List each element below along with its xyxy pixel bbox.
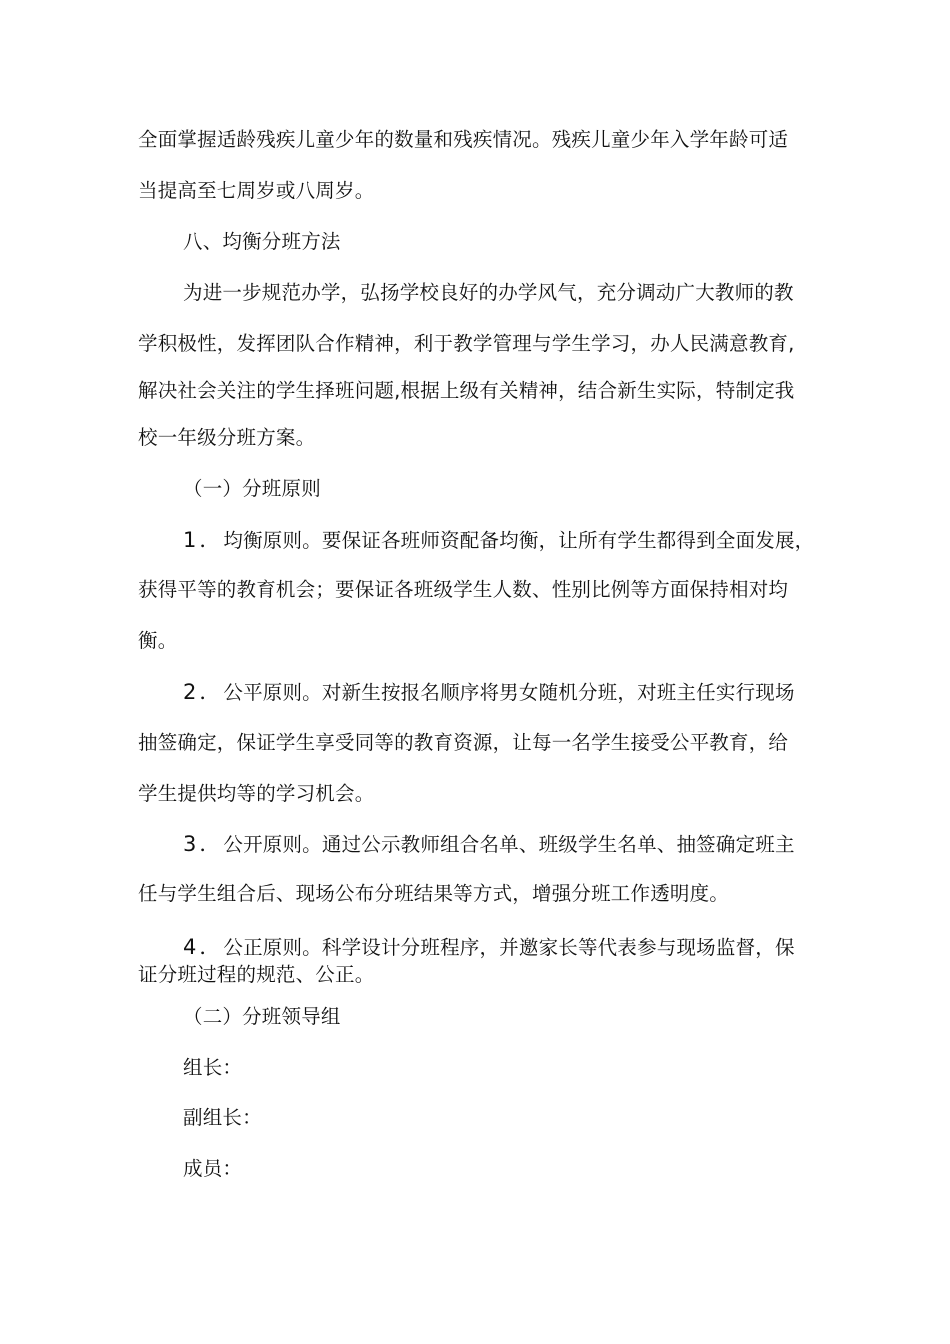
paragraph-line: 校一年级分班方案。 <box>138 426 316 449</box>
list-item <box>183 679 795 706</box>
section-heading: 八、均衡分班方法 <box>183 230 341 253</box>
paragraph-line: 证分班过程的规范、公正。 <box>138 963 375 986</box>
paragraph-line: 获得平等的教育机会；要保证各班级学生人数、性别比例等方面保持相对均 <box>138 578 789 601</box>
paragraph-line: 为进一步规范办学，弘扬学校良好的办学风气，充分调动广大教师的教 <box>183 281 794 304</box>
field-label-deputy: 副组长： <box>183 1106 262 1129</box>
field-label-leader: 组长： <box>183 1056 243 1079</box>
list-number: 4． <box>183 935 224 959</box>
list-item <box>183 831 795 858</box>
list-text: 公平原则。对新生按报名顺序将男女随机分班，对班主任实行现场 <box>223 681 795 704</box>
list-item <box>183 527 814 554</box>
paragraph-line: 衡。 <box>138 629 178 652</box>
list-text: 公开原则。通过公示教师组合名单、班级学生名单、抽签确定班主 <box>223 833 795 856</box>
subsection-heading: （二）分班领导组 <box>183 1005 341 1028</box>
field-label-members: 成员： <box>183 1157 243 1180</box>
list-item <box>183 934 795 961</box>
paragraph-line: 抽签确定，保证学生享受同等的教育资源，让每一名学生接受公平教育，给 <box>138 731 789 754</box>
paragraph-line: 解决社会关注的学生择班问题,根据上级有关精神，结合新生实际，特制定我 <box>138 379 795 402</box>
paragraph-line: 学积极性，发挥团队合作精神，利于教学管理与学生学习，办人民满意教育, <box>138 332 795 355</box>
list-number: 1． <box>183 528 224 552</box>
paragraph-line: 全面掌握适龄残疾儿童少年的数量和残疾情况。残疾儿童少年入学年龄可适 <box>138 128 789 151</box>
list-text: 均衡原则。要保证各班师资配备均衡，让所有学生都得到全面发展， <box>223 529 815 552</box>
list-text: 公正原则。科学设计分班程序，并邀家长等代表参与现场监督，保 <box>223 936 795 959</box>
list-number: 2． <box>183 680 224 704</box>
paragraph-line: 学生提供均等的学习机会。 <box>138 782 375 805</box>
list-number: 3． <box>183 832 224 856</box>
subsection-heading: （一）分班原则 <box>183 477 321 500</box>
paragraph-line: 任与学生组合后、现场公布分班结果等方式，增强分班工作透明度。 <box>138 882 730 905</box>
paragraph-line: 当提高至七周岁或八周岁。 <box>138 179 375 202</box>
